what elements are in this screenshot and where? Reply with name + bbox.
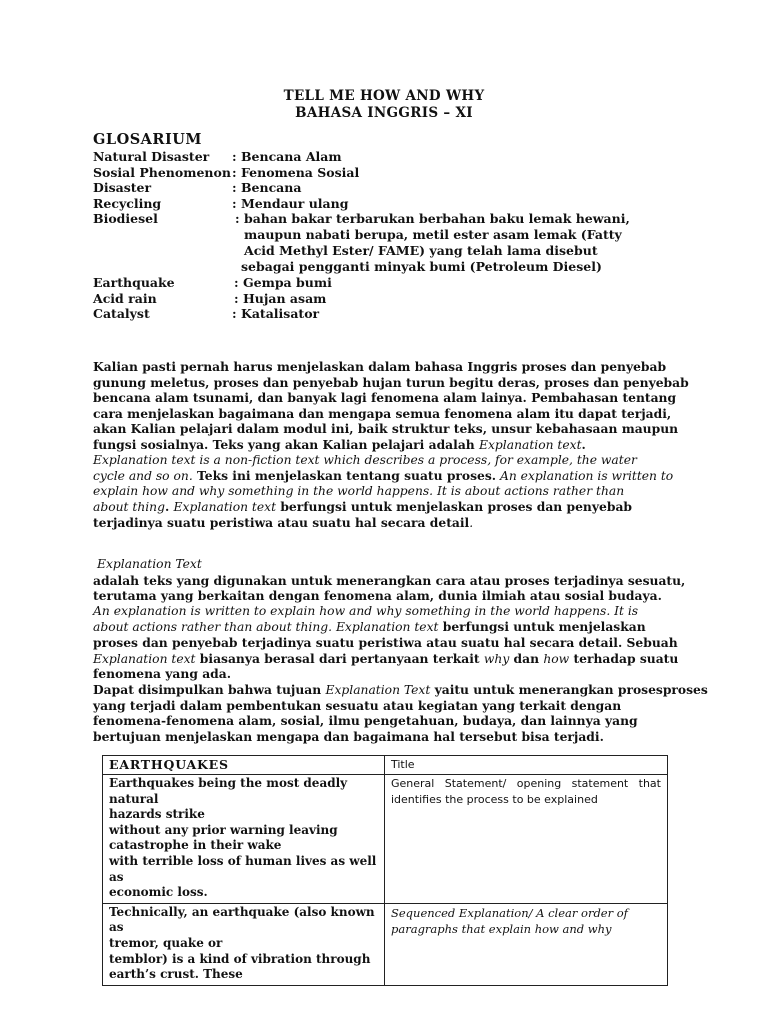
table-cell xyxy=(103,903,385,985)
table-title: EARTHQUAKES xyxy=(109,757,229,772)
intro-line: Kalian pasti pernah harus menjelaskan dalam bahasa Inggris proses dan penyebab xyxy=(93,359,667,374)
intro-term: Explanation text xyxy=(173,500,277,514)
table-header-row xyxy=(103,756,668,775)
document-subtitle: BAHASA INGGRIS – XI xyxy=(295,105,473,121)
cell-line: paragraphs that explain how and why xyxy=(391,921,612,936)
intro-line: bencana alam tsunami, dan banyak lagi fenomena alam lainya. Pembahasan tentang xyxy=(93,390,677,405)
intro-line xyxy=(93,437,586,452)
cell-line: without any prior warning leaving xyxy=(109,822,338,837)
intro-line: gunung meletus, proses dan penyebab hujan turun begitu deras, proses dan penyebab xyxy=(93,375,689,390)
explanation-line: An explanation is written to explain how and why something in the world happens. It is xyxy=(93,604,639,618)
explanation-text: how xyxy=(543,652,570,666)
glossary-definition-continued: maupun nabati berupa, metil ester asam lemak (Fatty xyxy=(244,227,622,242)
table-label: Title xyxy=(391,758,415,771)
glossary-term: Disaster xyxy=(93,180,152,195)
explanation-text: biasanya berasal dari pertanyaan terkait xyxy=(195,651,484,666)
explanation-line: adalah teks yang digunakan untuk menerangkan cara atau proses terjadinya sesuatu, xyxy=(93,573,686,588)
table-cell xyxy=(385,903,668,985)
explanation-term: Explanation text xyxy=(332,620,439,634)
intro-text: cycle and so on. xyxy=(93,469,193,483)
cell-text: General Statement/ opening statement that identifies the process to be explained xyxy=(391,777,661,806)
table-header-cell xyxy=(103,756,385,775)
glossary-definition: : Hujan asam xyxy=(234,291,327,306)
structure-table xyxy=(102,755,668,986)
intro-line xyxy=(93,515,473,530)
explanation-line xyxy=(93,682,708,697)
intro-text: terjadinya suatu peristiwa atau suatu hal secara detail xyxy=(93,515,470,530)
glossary-term: Earthquake xyxy=(93,275,175,290)
glossary-definition-continued: sebagai pengganti minyak bumi (Petroleum Diesel) xyxy=(241,259,602,274)
intro-text: fungsi sosialnya. Teks yang akan Kalian pelajari adalah xyxy=(93,437,480,452)
cell-line: Technically, an earthquake (also known as xyxy=(109,904,375,935)
cell-line: with terrible loss of human lives as well as xyxy=(109,853,377,884)
explanation-line: fenomena-fenomena alam, sosial, ilmu pengetahuan, budaya, dan lainnya yang xyxy=(93,713,638,728)
cell-line: economic loss. xyxy=(109,885,208,900)
table-row xyxy=(103,903,668,985)
glossary-definition: : Mendaur ulang xyxy=(232,196,349,211)
explanation-text: about actions rather than about thing. xyxy=(93,620,333,634)
intro-text: . xyxy=(469,516,474,530)
intro-line: akan Kalian pelajari dalam modul ini, baik struktur teks, unsur kebahasaan maupun xyxy=(93,421,679,436)
intro-text: . xyxy=(581,437,586,452)
explanation-line xyxy=(93,619,646,634)
explanation-line: terutama yang berkaitan dengan fenomena alam, dunia ilmiah atau sosial budaya. xyxy=(93,588,662,603)
glossary-definition-continued: Acid Methyl Ester/ FAME) yang telah lama disebut xyxy=(244,243,598,258)
table-header-cell xyxy=(385,756,668,775)
intro-line: Explanation text is a non-fiction text which describes a process, for example, the water xyxy=(93,453,637,467)
glossary-heading: GLOSARIUM xyxy=(93,131,202,148)
glossary-definition: : Bencana Alam xyxy=(232,149,342,164)
cell-line: temblor) is a kind of vibration through xyxy=(109,951,371,966)
table-row xyxy=(103,775,668,904)
glossary-term: Catalyst xyxy=(93,306,150,321)
intro-text: . xyxy=(164,499,174,514)
intro-line xyxy=(93,499,632,514)
cell-line: hazards strike xyxy=(109,807,205,822)
intro-line xyxy=(93,468,673,483)
explanation-text: terhadap suatu xyxy=(569,651,679,666)
glossary-definition: : Katalisator xyxy=(232,306,320,321)
glossary-term: Natural Disaster xyxy=(93,149,210,164)
cell-line: tremor, quake or xyxy=(109,935,223,950)
explanation-text: why xyxy=(483,652,510,666)
glossary-term: Sosial Phenomenon xyxy=(93,165,231,180)
cell-line: catastrophe in their wake xyxy=(109,838,282,853)
explanation-line xyxy=(93,651,678,666)
document-title: TELL ME HOW AND WHY xyxy=(283,88,485,104)
explanation-line: bertujuan menjelaskan mengapa dan bagaimana hal tersebut bisa terjadi. xyxy=(93,729,604,744)
explanation-line: proses dan penyebab terjadinya suatu peristiwa atau suatu hal secara detail. Sebuah xyxy=(93,635,678,650)
cell-line: Earthquakes being the most deadly natural xyxy=(109,776,348,806)
glossary-term: Acid rain xyxy=(93,291,157,306)
glossary-definition: : Bencana xyxy=(232,180,302,195)
table-cell xyxy=(103,775,385,904)
glossary-definition: : Fenomena Sosial xyxy=(232,165,360,180)
glossary-definition: : bahan bakar terbarukan berbahan baku lemak hewani, xyxy=(235,211,630,226)
explanation-line: yang terjadi dalam pembentukan sesuatu atau kegiatan yang terkait dengan xyxy=(93,698,622,713)
intro-text: about thing xyxy=(93,500,165,514)
intro-term: Explanation text xyxy=(479,438,582,452)
intro-line: cara menjelaskan bagaimana dan mengapa semua fenomena alam itu dapat terjadi, xyxy=(93,406,672,421)
explanation-text: yaitu untuk menerangkan prosesproses xyxy=(430,682,708,697)
section-heading: Explanation Text xyxy=(97,557,202,571)
cell-line: Sequenced Explanation/ A clear order of xyxy=(391,905,628,920)
glossary-definition: : Gempa bumi xyxy=(234,275,332,290)
explanation-term: Explanation text xyxy=(93,652,196,666)
table-cell xyxy=(385,775,668,904)
intro-text: Teks ini menjelaskan tentang suatu proses. xyxy=(192,468,497,483)
cell-line: earth’s crust. These xyxy=(109,967,243,982)
explanation-term: Explanation Text xyxy=(325,683,431,697)
explanation-text: berfungsi untuk menjelaskan xyxy=(438,619,646,634)
explanation-text: Dapat disimpulkan bahwa tujuan xyxy=(93,682,326,697)
intro-line: explain how and why something in the world happens. It is about actions rather than xyxy=(93,484,625,498)
explanation-line: fenomena yang ada. xyxy=(93,666,232,681)
glossary-term: Biodiesel xyxy=(93,211,158,226)
intro-text: berfungsi untuk menjelaskan proses dan penyebab xyxy=(276,499,633,514)
intro-text: An explanation is written to xyxy=(496,469,674,483)
explanation-text: dan xyxy=(509,651,544,666)
glossary-term: Recycling xyxy=(93,196,162,211)
